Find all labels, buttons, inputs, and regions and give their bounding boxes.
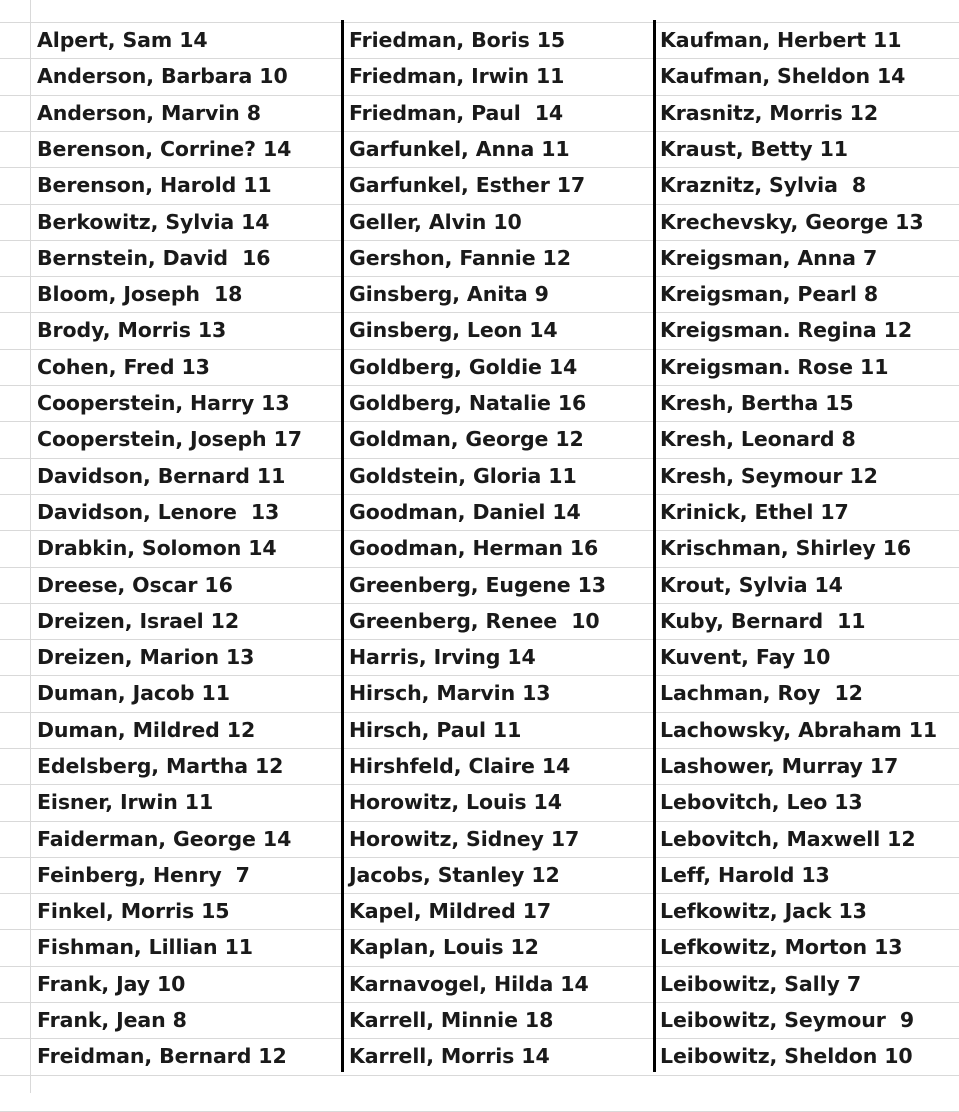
name-cell[interactable]: Karrell, Morris 14: [349, 1044, 550, 1068]
name-cell[interactable]: Lebovitch, Maxwell 12: [660, 827, 916, 851]
name-cell[interactable]: Duman, Mildred 12: [37, 718, 256, 742]
name-cell[interactable]: Kaufman, Herbert 11: [660, 28, 902, 52]
name-cell[interactable]: Garfunkel, Esther 17: [349, 173, 586, 197]
name-cell[interactable]: Cohen, Fred 13: [37, 355, 210, 379]
name-cell[interactable]: Faiderman, George 14: [37, 827, 292, 851]
name-cell[interactable]: Krout, Sylvia 14: [660, 573, 843, 597]
name-cell[interactable]: Bernstein, David 16: [37, 246, 271, 270]
name-cell[interactable]: Kaplan, Louis 12: [349, 935, 539, 959]
name-cell[interactable]: Leibowitz, Sally 7: [660, 972, 861, 996]
name-cell[interactable]: Brody, Morris 13: [37, 318, 227, 342]
name-cell[interactable]: Lefkowitz, Jack 13: [660, 899, 867, 923]
name-cell[interactable]: Krasnitz, Morris 12: [660, 101, 879, 125]
name-cell[interactable]: Kraznitz, Sylvia 8: [660, 173, 867, 197]
name-cell[interactable]: Kuby, Bernard 11: [660, 609, 866, 633]
name-cell[interactable]: Alpert, Sam 14: [37, 28, 208, 52]
name-cell[interactable]: Lashower, Murray 17: [660, 754, 899, 778]
name-cell[interactable]: Greenberg, Eugene 13: [349, 573, 606, 597]
name-cell[interactable]: Horowitz, Sidney 17: [349, 827, 580, 851]
name-cell[interactable]: Friedman, Paul 14: [349, 101, 564, 125]
name-cell[interactable]: Goldberg, Natalie 16: [349, 391, 587, 415]
name-cell[interactable]: Harris, Irving 14: [349, 645, 536, 669]
name-cell[interactable]: Jacobs, Stanley 12: [349, 863, 560, 887]
name-cell[interactable]: Leff, Harold 13: [660, 863, 830, 887]
name-cell[interactable]: Goodman, Daniel 14: [349, 500, 581, 524]
name-cell[interactable]: Fishman, Lillian 11: [37, 935, 253, 959]
name-cell[interactable]: Friedman, Boris 15: [349, 28, 566, 52]
name-cell[interactable]: Drabkin, Solomon 14: [37, 536, 277, 560]
name-cell[interactable]: Kresh, Bertha 15: [660, 391, 854, 415]
name-cell[interactable]: Goodman, Herman 16: [349, 536, 599, 560]
name-cell[interactable]: Berenson, Corrine? 14: [37, 137, 292, 161]
name-cell[interactable]: Hirsch, Paul 11: [349, 718, 522, 742]
name-cell[interactable]: Geller, Alvin 10: [349, 210, 522, 234]
name-cell[interactable]: Dreizen, Israel 12: [37, 609, 239, 633]
name-cell[interactable]: Gershon, Fannie 12: [349, 246, 571, 270]
name-cell[interactable]: Anderson, Marvin 8: [37, 101, 261, 125]
name-cell[interactable]: Karrell, Minnie 18: [349, 1008, 554, 1032]
name-cell[interactable]: Dreizen, Marion 13: [37, 645, 255, 669]
name-cell[interactable]: Kreigsman, Anna 7: [660, 246, 878, 270]
name-cell[interactable]: Cooperstein, Harry 13: [37, 391, 290, 415]
name-cell[interactable]: Garfunkel, Anna 11: [349, 137, 570, 161]
name-cell[interactable]: Kreigsman. Rose 11: [660, 355, 889, 379]
name-cell[interactable]: Lachman, Roy 12: [660, 681, 863, 705]
name-cell[interactable]: Davidson, Lenore 13: [37, 500, 280, 524]
name-cell[interactable]: Krischman, Shirley 16: [660, 536, 912, 560]
name-cell[interactable]: Horowitz, Louis 14: [349, 790, 562, 814]
name-cell[interactable]: Kresh, Leonard 8: [660, 427, 856, 451]
name-cell[interactable]: Bloom, Joseph 18: [37, 282, 243, 306]
name-cell[interactable]: Goldstein, Gloria 11: [349, 464, 577, 488]
name-cell[interactable]: Greenberg, Renee 10: [349, 609, 600, 633]
name-cell[interactable]: Cooperstein, Joseph 17: [37, 427, 302, 451]
name-cell[interactable]: Frank, Jay 10: [37, 972, 186, 996]
name-cell[interactable]: Dreese, Oscar 16: [37, 573, 233, 597]
name-cell[interactable]: Kreigsman. Regina 12: [660, 318, 912, 342]
name-cell[interactable]: Kreigsman, Pearl 8: [660, 282, 879, 306]
name-cell[interactable]: Kuvent, Fay 10: [660, 645, 831, 669]
name-cell[interactable]: Finkel, Morris 15: [37, 899, 230, 923]
name-cell[interactable]: Lachowsky, Abraham 11: [660, 718, 938, 742]
name-cell[interactable]: Eisner, Irwin 11: [37, 790, 214, 814]
name-cell[interactable]: Ginsberg, Anita 9: [349, 282, 549, 306]
name-cell[interactable]: Davidson, Bernard 11: [37, 464, 286, 488]
name-cell[interactable]: Goldman, George 12: [349, 427, 584, 451]
name-cell[interactable]: Ginsberg, Leon 14: [349, 318, 558, 342]
name-cell[interactable]: Anderson, Barbara 10: [37, 64, 288, 88]
column-border-right: [653, 20, 656, 1072]
name-cell[interactable]: Leibowitz, Seymour 9: [660, 1008, 914, 1032]
name-cell[interactable]: Kresh, Seymour 12: [660, 464, 878, 488]
name-cell[interactable]: Berenson, Harold 11: [37, 173, 272, 197]
name-cell[interactable]: Krinick, Ethel 17: [660, 500, 849, 524]
name-cell[interactable]: Hirsch, Marvin 13: [349, 681, 551, 705]
name-cell[interactable]: Friedman, Irwin 11: [349, 64, 565, 88]
name-cell[interactable]: Krechevsky, George 13: [660, 210, 924, 234]
name-cell[interactable]: Lefkowitz, Morton 13: [660, 935, 903, 959]
name-cell[interactable]: Kaufman, Sheldon 14: [660, 64, 906, 88]
name-cell[interactable]: Feinberg, Henry 7: [37, 863, 250, 887]
name-cell[interactable]: Kraust, Betty 11: [660, 137, 848, 161]
name-cell[interactable]: Kapel, Mildred 17: [349, 899, 552, 923]
name-cell[interactable]: Hirshfeld, Claire 14: [349, 754, 571, 778]
name-cell[interactable]: Leibowitz, Sheldon 10: [660, 1044, 913, 1068]
column-border-left: [341, 20, 344, 1072]
name-cell[interactable]: Goldberg, Goldie 14: [349, 355, 578, 379]
grid-row-line: [0, 1075, 959, 1076]
name-cell[interactable]: Frank, Jean 8: [37, 1008, 187, 1032]
name-cell[interactable]: Berkowitz, Sylvia 14: [37, 210, 270, 234]
grid-column-line: [30, 0, 31, 1093]
name-cell[interactable]: Duman, Jacob 11: [37, 681, 230, 705]
name-cell[interactable]: Freidman, Bernard 12: [37, 1044, 287, 1068]
name-cell[interactable]: Edelsberg, Martha 12: [37, 754, 284, 778]
name-cell[interactable]: Lebovitch, Leo 13: [660, 790, 863, 814]
name-cell[interactable]: Karnavogel, Hilda 14: [349, 972, 589, 996]
